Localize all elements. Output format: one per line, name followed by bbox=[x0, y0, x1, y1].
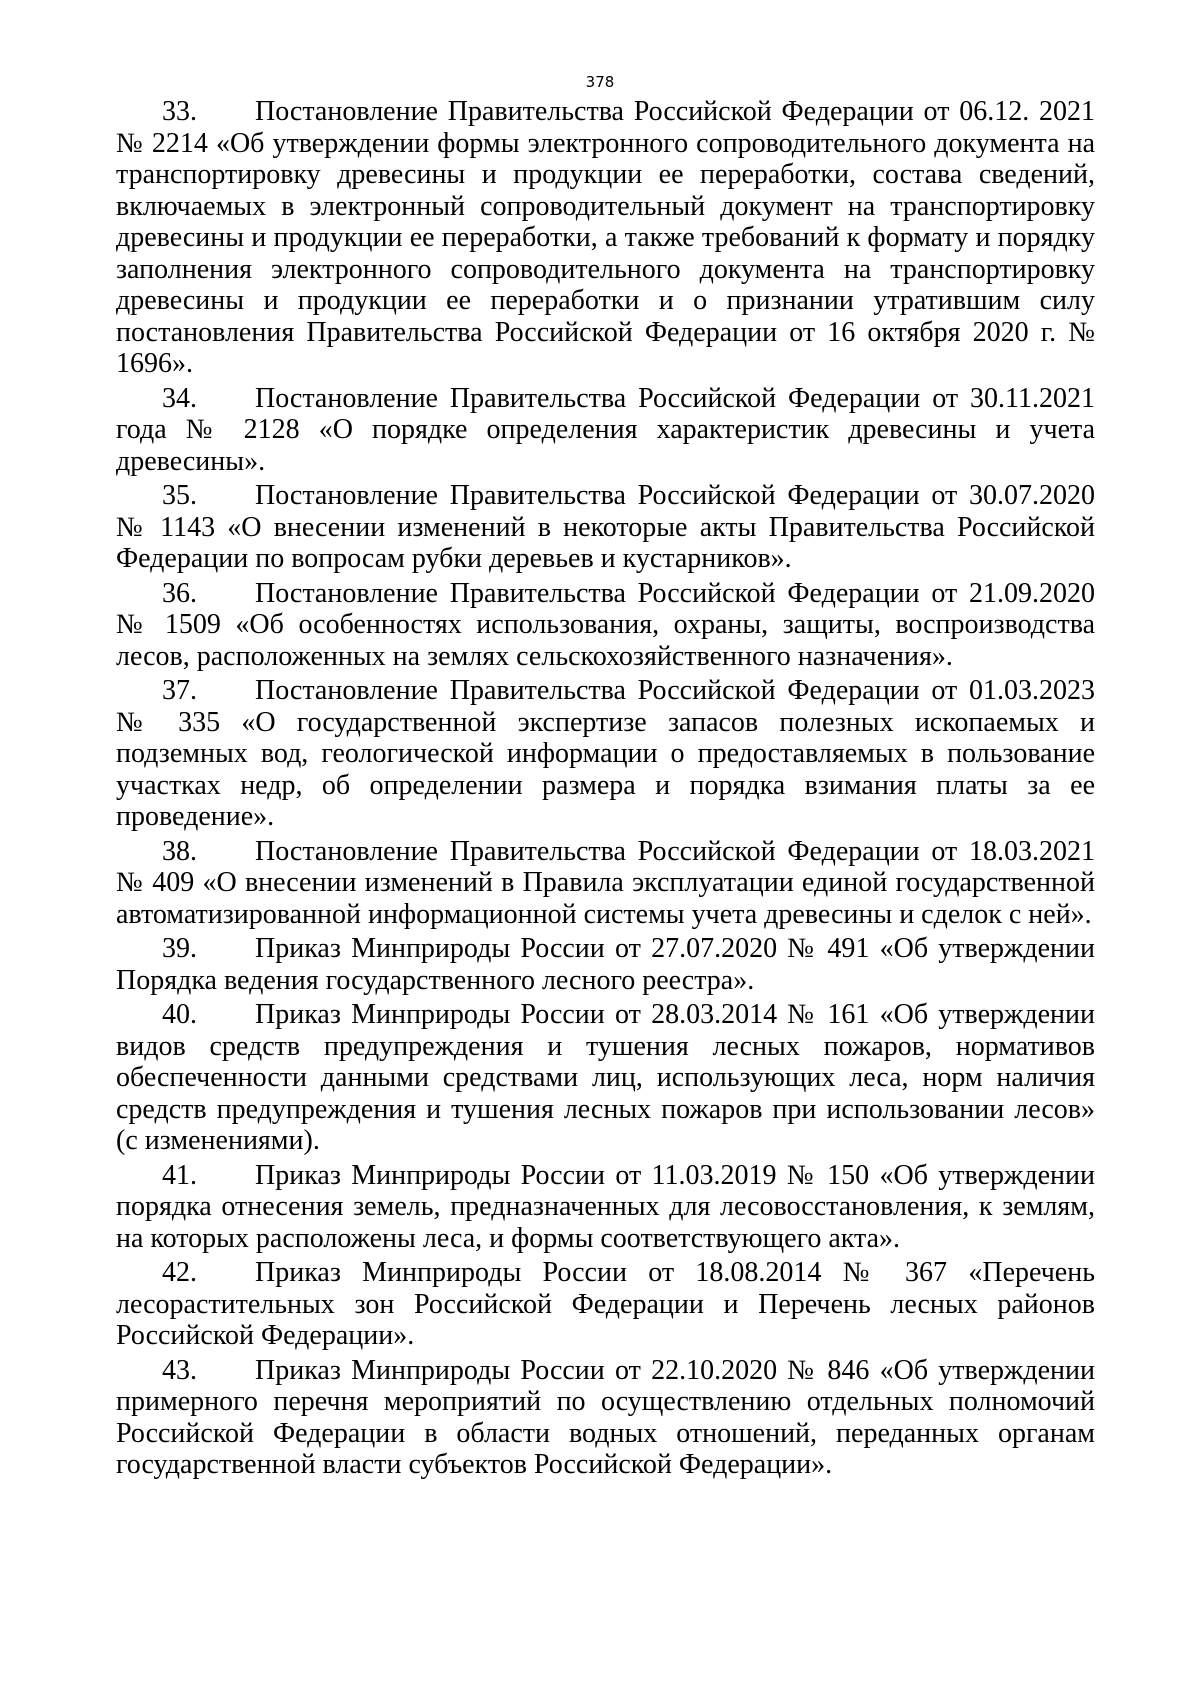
item-number: 40. bbox=[162, 999, 197, 1030]
list-item bbox=[116, 1257, 1095, 1352]
item-text: Постановление Правительства Российской Федерации от 30.11.2021 года № 2128 «О порядке определения характеристик древесины и учета древесины». bbox=[116, 382, 1095, 477]
item-text: Постановление Правительства Российской Федерации от 21.09.2020 № 1509 «Об особенностях использования, охраны, защиты, воспроизводства лесов, расположенных на землях сельскохозяйственного назначения». bbox=[116, 577, 1095, 672]
item-text: Приказ Минприроды России от 22.10.2020 № 846 «Об утверждении примерного перечня мероприятий по осуществлению отдельных полномочий Российской Федерации в области водных отношений, переданных органам государственной власти субъектов Российской Федерации». bbox=[116, 1354, 1095, 1480]
page-number: 378 bbox=[585, 73, 615, 91]
item-text: Приказ Минприроды России от 11.03.2019 № 150 «Об утверждении порядка отнесения земель, предназначенных для лесовосстановления, к землям, на которых расположены леса, и формы соответствующего акта». bbox=[116, 1159, 1095, 1254]
item-number: 38. bbox=[162, 835, 197, 867]
item-number: 42. bbox=[162, 1257, 197, 1288]
item-number: 41. bbox=[162, 1159, 197, 1191]
list-item bbox=[116, 836, 1095, 931]
item-text: Постановление Правительства Российской Федерации от 01.03.2023 № 335 «О государственной экспертизе запасов полезных ископаемых и подземных вод, геологической информации о предоставляемых в пользование участках недр, об определении размера и порядка взимания платы за ее проведение». bbox=[116, 675, 1095, 832]
item-text: Постановление Правительства Российской Федерации от 06.12. 2021 № 2214 «Об утверждении формы электронного сопроводительного документа на транспортировку древесины и продукции ее переработки, состава сведений, включаемых в электронный сопроводительный документ на транспортировку древесины и продукции ее переработки, а также требований к формату и порядку заполнения электронного сопроводительного документа на транспортировку древесины и продукции ее переработки и о признании утратившим силу постановления Правительства Российской Федерации от 16 октября 2020 г. № 1696». bbox=[116, 96, 1095, 379]
list-item bbox=[116, 480, 1095, 575]
item-text: Постановление Правительства Российской Федерации от 18.03.2021 № 409 «О внесении изменений в Правила эксплуатации единой государственной автоматизированной информационной системы учета древесины и сделок с ней». bbox=[116, 835, 1095, 930]
item-text: Приказ Минприроды России от 28.03.2014 № 161 «Об утверждении видов средств предупреждения и тушения лесных пожаров, нормативов обеспеченности данными средствами лиц, использующих леса, норм наличия средств предупреждения и тушения лесных пожаров при использовании лесов» (с изменениями). bbox=[116, 999, 1095, 1156]
list-item bbox=[116, 933, 1095, 996]
item-text: Приказ Минприроды России от 27.07.2020 № 491 «Об утверждении Порядка ведения государственного лесного реестра». bbox=[116, 933, 1095, 996]
list-item bbox=[116, 383, 1095, 478]
item-number: 37. bbox=[162, 675, 197, 706]
item-number: 33. bbox=[162, 96, 197, 127]
item-text: Приказ Минприроды России от 18.08.2014 № 367 «Перечень лесорастительных зон Российской Федерации и Перечень лесных районов Российской Федерации». bbox=[116, 1257, 1095, 1351]
item-number: 43. bbox=[162, 1354, 197, 1386]
item-number: 39. bbox=[162, 933, 197, 964]
regulation-list bbox=[116, 96, 1095, 1484]
item-text: Постановление Правительства Российской Федерации от 30.07.2020 № 1143 «О внесении изменений в некоторые акты Правительства Российской Федерации по вопросам рубки деревьев и кустарников». bbox=[116, 480, 1095, 574]
item-number: 34. bbox=[162, 382, 197, 414]
list-item bbox=[116, 999, 1095, 1157]
item-number: 36. bbox=[162, 577, 197, 609]
item-number: 35. bbox=[162, 480, 197, 511]
list-item bbox=[116, 675, 1095, 833]
list-item bbox=[116, 578, 1095, 673]
list-item bbox=[116, 1355, 1095, 1481]
list-item bbox=[116, 1160, 1095, 1255]
list-item bbox=[116, 96, 1095, 380]
